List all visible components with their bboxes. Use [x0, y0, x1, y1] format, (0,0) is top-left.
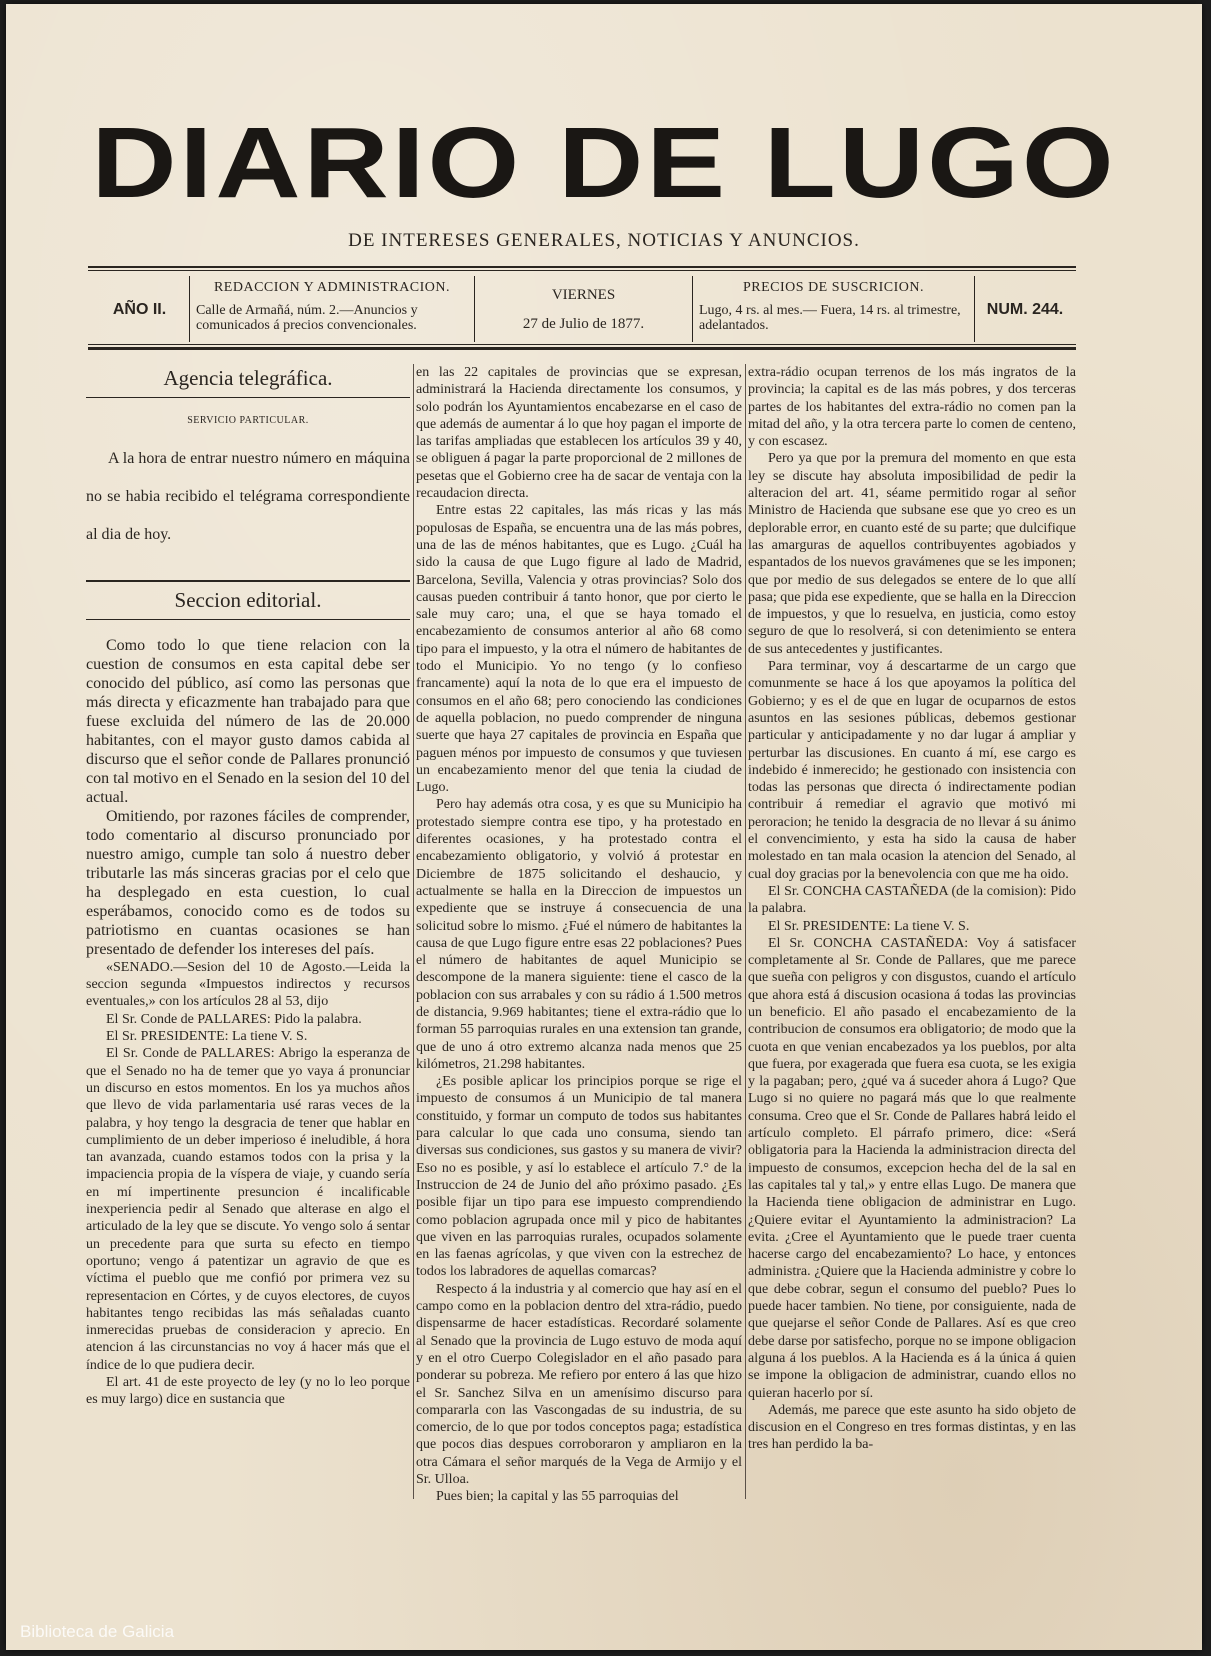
article-paragraph: en las 22 capitales de provincias que se expresan, administrará la Hacienda directamente los consumos, y solo podrán los Ayuntamientos encabezarse en el caso de que además de aumentar á lo que hoy pagan el importe de las tarifas ampliadas que establecen los artículos 39 y 40, se obliguen á pagar la parte proporcional de 2 millones de pesetas que el Gobierno cree ha de sacar de ventaja con la recaudacion directa. [416, 365, 742, 502]
article-paragraph: El Sr. PRESIDENTE: La tiene V. S. [106, 1029, 308, 1045]
agencia-heading: Agencia telegráfica. [163, 366, 333, 390]
article-paragraph: Además, me parece que este asunto ha sido objeto de discusion en el Congreso en tres formas distintas, y en las tres han perdido la ba- [748, 1402, 1076, 1453]
redaccion-block [190, 276, 475, 342]
article-paragraph: El art. 41 de este proyecto de ley (y no lo leo porque es muy largo) dice en sustancia que [86, 1375, 410, 1408]
article-paragraph: Pero hay además otra cosa, y es que su Municipio ha protestado siempre contra ese tipo, y ha protestado en diferentes ocasiones, y ha protestado contra el encabezamiento obligatorio, y volvió á protestar en Diciembre de 1875 solicitando el deshaucio, y actualmente se halla en la Direccion de impuestos un expediente que se instruye á consecuencia de una solicitud sobre lo mismo. ¿Fué el número de habitantes la causa de que Lugo figure entre esas 22 poblaciones? Pues el número de habitantes de aquel Municipio se descompone de la manera siguiente: tiene el casco de la poblacion con sus arrabales y con su rádio á 1.500 metros de distancia, 9.969 habitantes; tiene el extra-rádio que lo forman 55 parroquias rurales en una extension tan grande, que de uno á otro extremo alcanza nada menos que 25 kilómetros, 21.298 habitantes. [416, 797, 742, 1072]
article-paragraph: El Sr. CONCHA CASTAÑEDA: Voy á satisfacer completamente al Sr. Conde de Pallares, que me parece que sueña con peligros y con disgustos, cuando el artículo que ahora está á discusion ocasiona á todas las provincias un beneficio. El año pasado el encabezamiento de la contribucion de consumos era obligatorio; de modo que la cuota en que venian encabezados ya los pueblos, por alta que fuera, por exagerada que fuera esa cuota, se les exigia y la pagaban; pero, ¿qué va á suceder ahora á Lugo? Que Lugo si no quiere no pagará más que lo que realmente consuma. Creo que el Sr. Conde de Pallares habrá leido el artículo completo. El párrafo primero, dice: «Será obligatoria para la Hacienda la administracion directa del impuesto de consumos, excepcion hecha del de la sal en las capitales tal y tal,» y entre ellas Lugo. De manera que la Hacienda tiene obligacion de administrar en Lugo. ¿Quiere evitar el Ayuntamiento la administracion? La evita. ¿Cree el Ayuntamiento que le puede traer cuenta hacerse cargo del encabezamiento? Lo hace, y entonces administra. ¿Quiere que la Hacienda administre y cobre lo que debe cobrar, segun el consumo del pueblo? Pues lo puede hacer tambien. No tiene, por consiguiente, nada de que quejarse el señor Conde de Pallares. Así es que creo debe darse por satisfecho, porque no se impone obligacion alguna á los pueblos. A la Hacienda es á la única á quien se impone la obligacion de administrar, cuando ellos no quieran hacerlo por sí. [748, 935, 1076, 1401]
precios-text: Lugo, 4 rs. al mes.— Fuera, 14 rs. al trimestre, adelantados. [699, 303, 961, 333]
date-block [475, 276, 693, 342]
agencia-rule [86, 397, 410, 398]
article-paragraph: Pero ya que por la premura del momento en que esta ley se discute hay absoluta imposibilidad de pedir la alteracion del art. 41, séame permitido rogar al señor Ministro de Hacienda que subsane ese que yo creo es un deplorable error, en cuanto esté de su parte; que dulcifique las amarguras de aquellos contribuyentes agobiados y espantados de los nuevos gravámenes que se les imponen; que por medio de sus delegados se entere de lo que allí pasa; que pida ese expediente, que se halla en la Direccion de impuestos, y que lo resuelva, en justicia, como estoy seguro de que lo resolverá, si con detenimiento se entera de sus antecedentes y justificantes. [748, 451, 1076, 657]
article-paragraph: El Sr. PRESIDENTE: La tiene V. S. [768, 918, 970, 934]
issue-date: 27 de Julio de 1877. [522, 316, 645, 332]
article-paragraph: El Sr. Conde de PALLARES: Pido la palabra. [106, 1011, 362, 1027]
editorial-paragraph: Como todo lo que tiene relacion con la cuestion de consumos en esta capital debe ser conocido del público, así como las personas que más directa y eficazmente han trabajado para que fuese excluida del número de las de 20.000 habitantes, con el mayor gusto damos cabida al discurso que el señor conde de Pallares pronunció con tal motivo en el Senado en la sesion del 10 del actual. [86, 636, 410, 806]
year-label: AÑO II. [90, 276, 190, 342]
info-bar [90, 276, 1075, 342]
agencia-subheading: SERVICIO PARTICULAR. [187, 415, 309, 427]
newspaper-page [6, 4, 1202, 1650]
column-divider-2 [745, 364, 746, 1499]
masthead-title: DIARIO DE LUGO [91, 106, 1117, 220]
precios-block [693, 276, 975, 342]
column-3 [748, 364, 1076, 1454]
header-rule-bottom [88, 347, 1076, 350]
section-rule [86, 580, 410, 582]
article-paragraph: Pues bien; la capital y las 55 parroquias del [436, 1489, 679, 1505]
issue-number: NUM. 244. [986, 300, 1064, 318]
header-rule-top-thin [88, 270, 1076, 271]
article-paragraph: Respecto á la industria y al comercio que hay así en el campo como en la poblacion dentro del xtra-rádio, puedo dispensarme de hacer estadísticas. Recordaré solamente al Senado que la provincia de Lugo estuvo de moda aquí y en el otro Cuerpo Colegislador en el año pasado para ponderar su pobreza. Me refiero por entero á las que hizo el Sr. Sanchez Silva en un amenísimo discurso para compararla con las Vascongadas de su industria, de su comercio, de lo que por todos conceptos paga; estadística que pocos dias despues corroboraron y ampliaron en la otra Cámara el señor marqués de la Vega de Armijo y el Sr. Ulloa. [416, 1281, 742, 1487]
article-paragraph: extra-rádio ocupan terrenos de los más ingratos de la provincia; la capital es de las más pobres, y dos terceras partes de los habitantes del extra-rádio no comen pan la mitad del año, y la otra tercera parte lo comen de centeno, y con escasez. [748, 365, 1076, 450]
weekday: VIERNES [551, 287, 616, 303]
article-paragraph: Para terminar, voy á descartarme de un cargo que comunmente se hace á los que apoyamos la política del Gobierno; y es el de que en lugar de ocuparnos de estos asuntos en las sesiones públicas, debemos gestionar particular y anticipadamente y no dar lugar á ampliar y perturbar las discusiones. En cuanto á mí, ese cargo es indebido é inmerecido; he gestionado con insistencia con todas las personas que directa ó indirectamente podian contribuir á remediar el agravio que motivó mi peroracion; he tenido la desgracia de no llevar á su ánimo el convencimiento, y esta ha sido la causa de haber molestado en tan mala ocasion la atencion del Senado, al cual doy gracias por la benevolencia con que me ha oido. [748, 659, 1076, 882]
editorial-paragraph: Omitiendo, por razones fáciles de comprender, todo comentario al discurso pronunciado por nuestro amigo, cumple tan solo á nuestro deber tributarle las más sinceras gracias por el celo que ha desplegado en esta cuestion, lo cual esperábamos, conocido como es de todos su patriotismo en cuantas ocasiones se han presentado de defender los intereses del país. [86, 807, 410, 958]
article-paragraph: El Sr. Conde de PALLARES: Abrigo la esperanza de que el Senado no ha de temer que yo vaya á pronunciar un discurso en estos momentos. En los ya muchos años que llevo de vida parlamentaria usé raras veces de la palabra, y hoy tengo la desgracia de tener que hablar en cumplimiento de un deber imperioso é ineludible, á hora tan avanzada, cuando estamos todos con la prisa y la impaciencia propia de la víspera de viaje, y cuando sería en mí impertinente presuncion é incalificable inexperiencia pedir al Senado que alterase en algo el articulado de la ley que se discute. Yo vengo solo á sentar un precedente para que surta su efecto en tiempo oportuno; vengo á patentizar un agravio de que es víctima el pueblo que me confió por primera vez su representacion en Córtes, y de cuyos electores, de cuyos habitantes tengo recibidas las más señaladas cuanto inmerecidas pruebas de consideracion y aprecio. En atencion á las circunstancias no voy á hacer más que el índice de lo que pudiera decir. [86, 1046, 410, 1373]
redaccion-header: REDACCION Y ADMINISTRACION. [213, 280, 451, 295]
redaccion-text: Calle de Armañá, núm. 2.—Anuncios y comunicados á precios convencionales. [196, 303, 418, 333]
agencia-body [86, 440, 410, 554]
column-divider-1 [413, 364, 414, 1499]
editorial-rule [86, 619, 410, 620]
masthead-subtitle: DE INTERESES GENERALES, NOTICIAS Y ANUNCIOS. [348, 230, 860, 251]
header-rule-bottom-thin [88, 344, 1076, 345]
header-rule-top [88, 266, 1076, 268]
precios-header: PRECIOS DE SUSCRICION. [743, 280, 924, 295]
article-paragraph: El Sr. CONCHA CASTAÑEDA (de la comision): Pido la palabra. [748, 883, 1076, 917]
library-watermark: Biblioteca de Galicia [20, 1622, 175, 1641]
article-paragraph: «SENADO.—Sesion del 10 de Agosto.—Leida la seccion segunda «Impuestos indirectos y recursos eventuales,» con los artículos 28 al 53, dijo [86, 959, 410, 1010]
column-2 [416, 364, 742, 1506]
editorial-body [86, 636, 410, 959]
column-1 [86, 364, 410, 1409]
article-paragraph: ¿Es posible aplicar los principios porque se rige el impuesto de consumos á un Municipio de tal manera constituido, y formar un computo de todos sus habitantes para calcular lo que cada uno consuma, siendo tan diversas sus condiciones, sus gastos y su manera de vivir? Eso no es posible, y así lo establece el artículo 7.° de la Instruccion de 24 de Junio del año próximo pasado. ¿Es posible fijar un tipo para ese impuesto comprendiendo como poblacion agrupada once mil y pico de habitantes que viven en las parroquias rurales, ocupados solamente en las faenas agrícolas, y que viven con la estrechez de todos los labradores de aquellas comarcas? [416, 1074, 742, 1280]
article-paragraph: Entre estas 22 capitales, las más ricas y las más populosas de España, se encuentra una de las más pobres, una de las de ménos habitantes, que es Lugo. ¿Cuál ha sido la causa de que Lugo figure al lado de Madrid, Barcelona, Sevilla, Valencia y otras provincias? Solo dos causas pueden contribuir á tanto honor, que por cierto le sale muy caro; una, el que se haya tomado el encabezamiento de consumos anterior al año 68 como tipo para el impuesto, y la otra el número de habitantes de todo el Municipio. Yo no tengo (y lo confieso francamente) aquí la nota de lo que era el impuesto de consumos en el año 68; pero conociendo las condiciones de aquella poblacion, no puedo comprender de ninguna suerte que haya 27 capitales de provincia en España que paguen ménos por impuesto de consumos y que tuviesen un encabezamiento menor del que tenia la ciudad de Lugo. [416, 503, 742, 796]
agencia-text: A la hora de entrar nuestro número en máquina no se habia recibido el telégrama correspondiente al dia de hoy. [86, 449, 410, 543]
editorial-heading: Seccion editorial. [174, 587, 322, 612]
